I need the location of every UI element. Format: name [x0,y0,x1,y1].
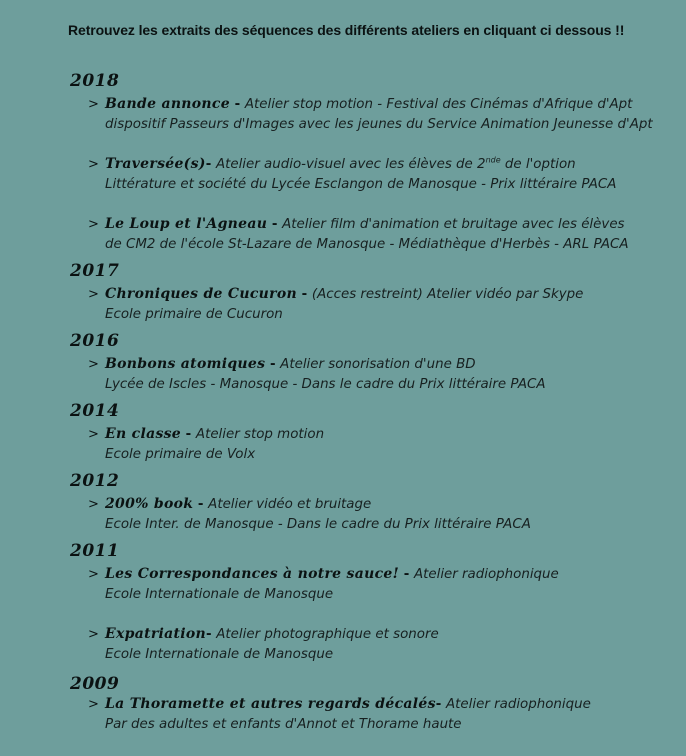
separator: - [181,427,196,442]
chevron-right-icon: > [88,217,99,232]
separator: - [229,97,245,112]
link-bande-annonce[interactable]: Bande annonce [105,96,230,112]
year-2016: 2016 [70,331,120,351]
entry-description: Atelier radiophonique [446,697,591,712]
entry-description: Atelier sonorisation d'une BD [280,357,476,372]
year-2009: 2009 [70,674,120,694]
chevron-right-icon: > [88,497,99,512]
link-expatriation[interactable]: Expatriation [105,626,207,642]
entry-description: Atelier stop motion [195,427,325,442]
entry-detail: Lycée de Iscles - Manosque - Dans le cadre du Prix littéraire PACA [105,377,546,392]
link-traversees[interactable]: Traversée(s) [105,156,206,172]
chevron-right-icon: > [88,567,99,582]
link-bonbons-atomiques[interactable]: Bonbons atomiques [105,356,266,372]
entry-les-correspondances [88,564,683,605]
link-en-classe[interactable]: En classe [105,426,182,442]
entry-200-book [88,494,683,535]
year-2011: 2011 [70,541,120,561]
entry-bande-annonce [88,94,683,135]
separator: - [206,627,217,642]
entry-detail: Par des adultes et enfants d'Annot et Thorame haute [105,717,462,732]
entry-detail: Ecole Inter. de Manosque - Dans le cadre du Prix littéraire PACA [105,517,531,532]
entry-detail: Ecole primaire de Cucuron [105,307,283,322]
separator: - [267,217,283,232]
entry-detail: Ecole Internationale de Manosque [105,587,334,602]
entry-la-thoramette [88,694,683,735]
entry-description: Atelier photographique et sonore [216,627,439,642]
separator: - [296,287,312,302]
entry-description: Atelier stop motion - Festival des Cinémas d'Afrique d'Apt [244,97,633,112]
entry-detail: de CM2 de l'école St-Lazare de Manosque - Médiathèque d'Herbès - ARL PACA [105,237,629,252]
entry-detail: Ecole Internationale de Manosque [105,647,334,662]
intro-heading: Retrouvez les extraits des séquences des différents ateliers en cliquant ci dessous !! [68,22,625,38]
chevron-right-icon: > [88,427,99,442]
separator: - [205,157,216,172]
entry-chroniques-de-cucuron [88,284,683,325]
year-2014: 2014 [70,401,120,421]
entry-description: (Acces restreint) Atelier vidéo par Skype [311,287,584,302]
link-la-thoramette[interactable]: La Thoramette et autres regards décalés [105,696,436,712]
entry-description: Atelier radiophonique [413,567,559,582]
entry-traversees [88,154,683,195]
entry-description-end: de l'option [500,157,576,172]
separator: - [435,697,447,712]
superscript: nde [485,155,501,165]
entry-description: Atelier vidéo et bruitage [208,497,372,512]
entry-expatriation [88,624,683,665]
link-les-correspondances[interactable]: Les Correspondances à notre sauce! [105,566,400,582]
year-2018: 2018 [70,71,120,91]
chevron-right-icon: > [88,287,99,302]
chevron-right-icon: > [88,357,99,372]
chevron-right-icon: > [88,157,99,172]
separator: - [399,567,414,582]
entry-description: Atelier film d'animation et bruitage avec les élèves [282,217,625,232]
chevron-right-icon: > [88,97,99,112]
link-chroniques-de-cucuron[interactable]: Chroniques de Cucuron [105,286,297,302]
entry-detail: Littérature et société du Lycée Esclangon de Manosque - Prix littéraire PACA [105,177,617,192]
separator: - [193,497,209,512]
link-200-book[interactable]: 200% book [105,496,194,512]
chevron-right-icon: > [88,627,99,642]
entry-bonbons-atomiques [88,354,683,395]
year-2017: 2017 [70,261,120,281]
entry-en-classe [88,424,683,465]
separator: - [265,357,281,372]
entry-description: Atelier audio-visuel avec les élèves de 2 [215,157,486,172]
chevron-right-icon: > [88,697,99,712]
year-2012: 2012 [70,471,120,491]
entry-detail: Ecole primaire de Volx [105,447,256,462]
entry-detail: dispositif Passeurs d'Images avec les jeunes du Service Animation Jeunesse d'Apt [105,117,653,132]
entry-le-loup-et-l-agneau [88,214,683,255]
link-le-loup-et-l-agneau[interactable]: Le Loup et l'Agneau [105,216,268,232]
